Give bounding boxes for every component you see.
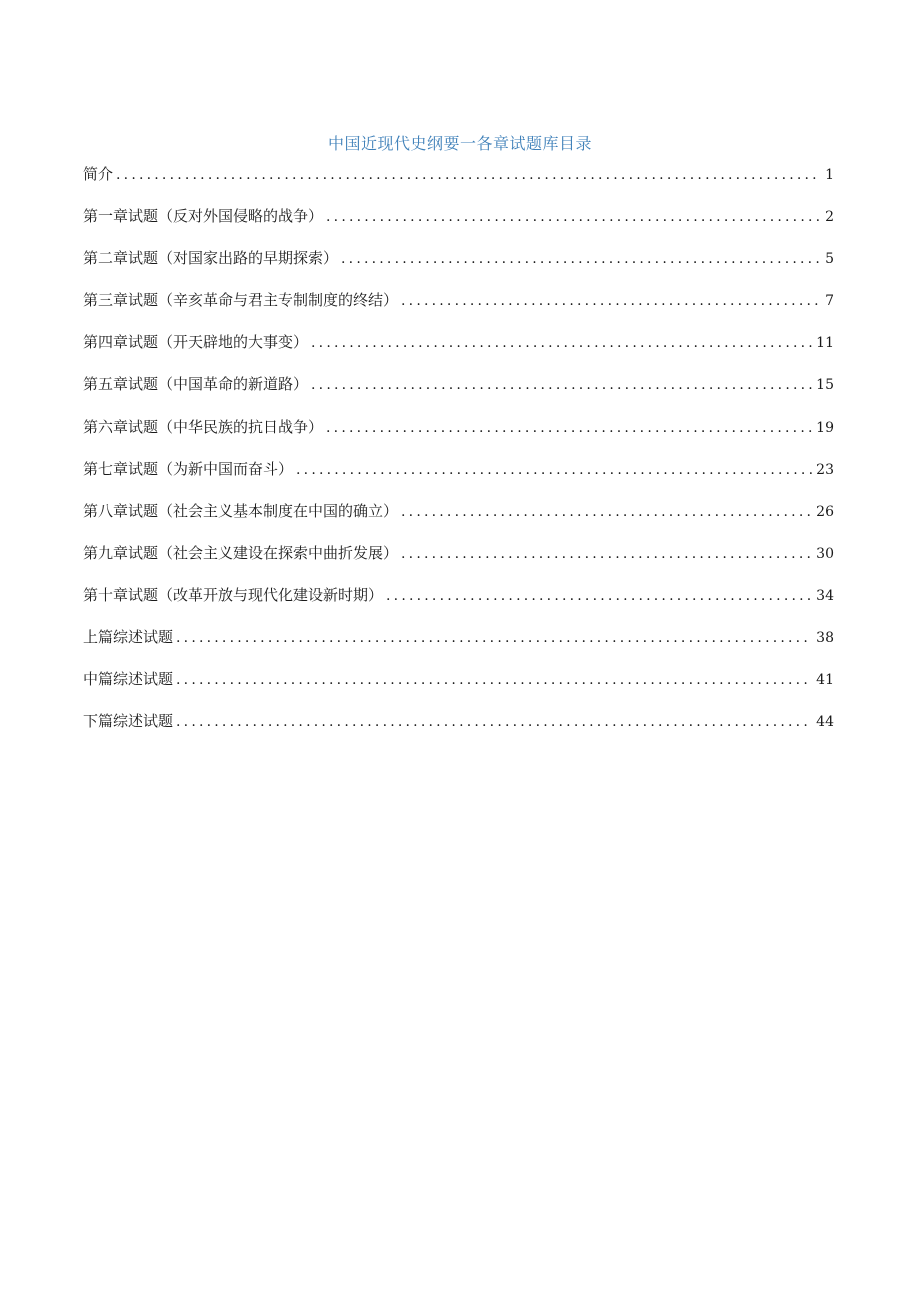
- toc-entry-page-number: 34: [816, 587, 834, 604]
- toc-entry-page-number: 19: [816, 419, 834, 436]
- toc-entry[interactable]: [83, 541, 834, 583]
- toc-entry-page-number: 38: [816, 630, 834, 647]
- dot-leader: [401, 289, 821, 313]
- toc-entry-page-number: 30: [816, 545, 834, 562]
- toc-entry-label: 第十章试题（改革开放与现代化建设新时期）: [83, 585, 384, 604]
- toc-entry[interactable]: [83, 709, 834, 751]
- toc-entry[interactable]: [83, 499, 834, 541]
- toc-entry-label: 上篇综述试题: [83, 628, 174, 647]
- toc-entry[interactable]: [83, 457, 834, 499]
- toc-entry-page-number: 15: [816, 377, 834, 394]
- toc-entry-label: 第二章试题（对国家出路的早期探索）: [83, 249, 339, 268]
- toc-entry-label: 中篇综述试题: [83, 670, 174, 689]
- toc-entry-label: 下篇综述试题: [83, 712, 174, 731]
- toc-entry[interactable]: [83, 204, 834, 246]
- dot-leader: [176, 710, 812, 734]
- toc-entry-label: 第九章试题（社会主义建设在探索中曲折发展）: [83, 543, 399, 562]
- toc-entry-label: 简介: [83, 165, 114, 183]
- dot-leader: [311, 331, 812, 355]
- toc-entry[interactable]: [83, 625, 834, 667]
- toc-entry[interactable]: [83, 583, 834, 625]
- toc-entry-label: 第五章试题（中国革命的新道路）: [83, 375, 309, 394]
- table-of-contents: [83, 162, 834, 751]
- dot-leader: [176, 668, 812, 692]
- dot-leader: [341, 247, 821, 271]
- toc-entry-label: 第一章试题（反对外国侵略的战争）: [83, 207, 324, 226]
- toc-entry-page-number: 26: [816, 503, 834, 520]
- toc-entry-label: 第六章试题（中华民族的抗日战争）: [83, 417, 324, 436]
- toc-entry[interactable]: [83, 330, 834, 372]
- dot-leader: [326, 205, 821, 229]
- dot-leader: [176, 626, 812, 650]
- toc-entry-label: 第四章试题（开天辟地的大事变）: [83, 333, 309, 352]
- toc-entry[interactable]: [83, 162, 834, 204]
- toc-entry[interactable]: [83, 415, 834, 457]
- dot-leader: [311, 373, 812, 397]
- dot-leader: [326, 416, 812, 440]
- toc-entry-page-number: 5: [825, 251, 834, 268]
- toc-entry-page-number: 44: [816, 714, 834, 731]
- dot-leader: [116, 163, 821, 187]
- toc-title: 中国近现代史纲要一各章试题库目录: [327, 134, 592, 153]
- toc-entry-page-number: 1: [825, 167, 834, 183]
- toc-entry-page-number: 7: [825, 293, 834, 310]
- toc-entry[interactable]: [83, 246, 834, 288]
- toc-entry-label: 第三章试题（辛亥革命与君主专制制度的终结）: [83, 291, 399, 310]
- toc-entry-page-number: 41: [816, 672, 834, 689]
- toc-entry-label: 第八章试题（社会主义基本制度在中国的确立）: [83, 501, 399, 520]
- toc-entry[interactable]: [83, 667, 834, 709]
- toc-entry-page-number: 2: [825, 209, 834, 226]
- toc-entry-page-number: 11: [816, 335, 834, 352]
- toc-entry-label: 第七章试题（为新中国而奋斗）: [83, 459, 294, 478]
- dot-leader: [401, 542, 812, 566]
- dot-leader: [401, 500, 812, 524]
- dot-leader: [296, 458, 812, 482]
- toc-entry-page-number: 23: [816, 461, 834, 478]
- dot-leader: [386, 584, 812, 608]
- toc-entry[interactable]: [83, 288, 834, 330]
- toc-entry[interactable]: [83, 372, 834, 414]
